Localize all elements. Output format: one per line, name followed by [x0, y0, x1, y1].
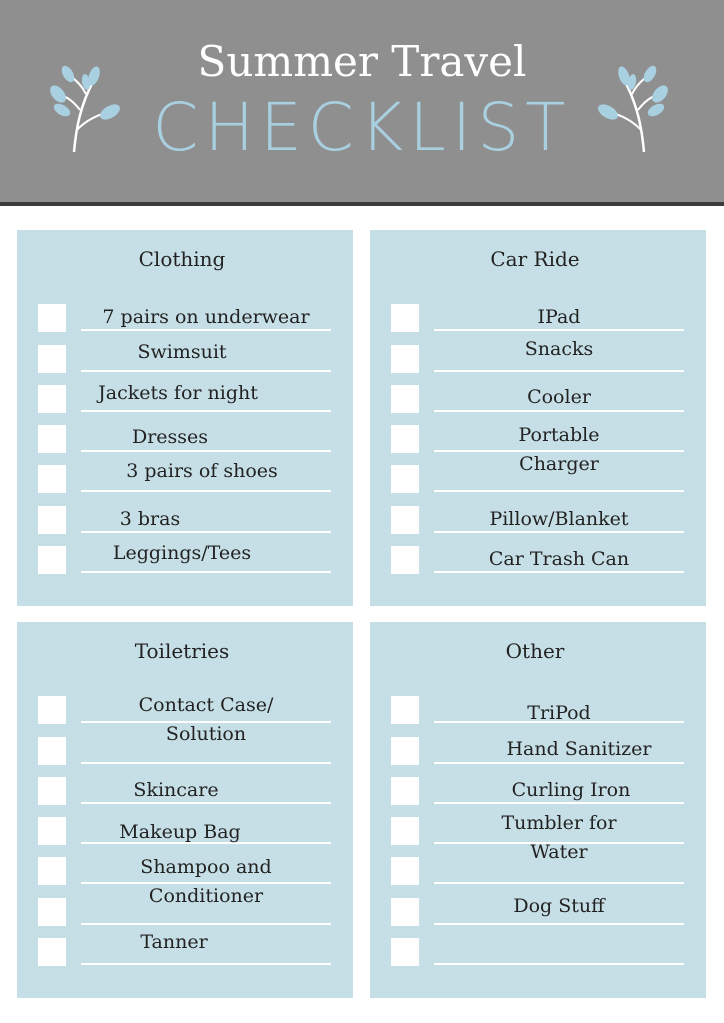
checklist-item-continued [370, 855, 706, 895]
item-checkbox[interactable] [38, 696, 66, 724]
item-label: Makeup Bag [119, 821, 241, 843]
item-checkbox[interactable] [391, 465, 419, 493]
item-label: IPad [537, 306, 581, 328]
checklist-item [17, 855, 353, 907]
item-label: Car Trash Can [488, 548, 630, 570]
item-label: Contact Case/ Solution [138, 694, 274, 745]
item-checkbox[interactable] [391, 696, 419, 724]
item-label: Tanner [140, 931, 208, 953]
checklist-item-continued [370, 463, 706, 503]
checklist-item [17, 931, 353, 976]
item-label: 7 pairs on underwear [102, 306, 310, 328]
item-checkbox[interactable] [38, 737, 66, 765]
item-line [81, 370, 331, 372]
checklist-item [370, 812, 706, 863]
item-label: Snacks [524, 338, 594, 360]
checklist-item [370, 896, 706, 936]
header-banner [0, 0, 724, 202]
item-line [434, 923, 684, 925]
item-label: Curling Iron [511, 779, 631, 801]
item-line [81, 963, 331, 965]
item-checkbox[interactable] [391, 506, 419, 534]
item-label: Jackets for night [98, 382, 258, 404]
item-label: Pillow/Blanket [489, 508, 629, 530]
checklist-item-continued [17, 735, 353, 775]
checklist-item [17, 694, 353, 745]
item-line [434, 490, 684, 492]
item-label: 3 pairs of shoes [126, 460, 278, 482]
item-line [81, 410, 331, 412]
item-checkbox[interactable] [391, 857, 419, 885]
item-label: Skincare [133, 779, 219, 801]
checklist-item [370, 423, 706, 475]
item-checkbox[interactable] [391, 345, 419, 373]
item-line [81, 571, 331, 573]
item-label: TriPod [527, 702, 591, 724]
panel-toiletries [17, 622, 353, 998]
panel-title: Toiletries [134, 639, 230, 663]
item-label: Hand Sanitizer [506, 738, 652, 760]
header-divider [0, 202, 724, 206]
checklist-item [17, 460, 353, 503]
checklist-item [370, 735, 706, 775]
item-checkbox[interactable] [38, 465, 66, 493]
checklist-item-empty [370, 936, 706, 976]
panel-title: Car Ride [490, 247, 580, 271]
item-label: Leggings/Tees [112, 542, 252, 564]
item-checkbox[interactable] [38, 304, 66, 332]
checklist-item [370, 544, 706, 584]
item-checkbox[interactable] [391, 898, 419, 926]
item-label: Dog Stuff [513, 895, 605, 917]
checklist-item [370, 338, 706, 383]
item-line [81, 490, 331, 492]
item-line [434, 882, 684, 884]
checklist-item [17, 544, 353, 584]
checklist-item [370, 694, 706, 734]
item-checkbox[interactable] [391, 425, 419, 453]
item-line [81, 923, 331, 925]
page-title: Summer Travel [197, 37, 527, 86]
item-checkbox[interactable] [391, 737, 419, 765]
item-checkbox[interactable] [391, 777, 419, 805]
item-label: Shampoo and Conditioner [140, 856, 272, 907]
item-checkbox[interactable] [391, 817, 419, 845]
panel-car-ride [370, 230, 706, 606]
checklist-item [17, 775, 353, 815]
item-checkbox[interactable] [391, 304, 419, 332]
checklist-item [17, 302, 353, 342]
page-subtitle: CHECKLIST [152, 89, 572, 166]
checklist-item [17, 815, 353, 855]
item-line [81, 762, 331, 764]
item-label: Dresses [131, 426, 209, 448]
item-checkbox[interactable] [38, 857, 66, 885]
item-label: Portable Charger [518, 424, 600, 475]
panel-clothing [17, 230, 353, 606]
item-line [434, 370, 684, 372]
checklist-item [17, 383, 353, 423]
item-label: Swimsuit [137, 341, 227, 363]
panel-other [370, 622, 706, 998]
item-checkbox[interactable] [391, 938, 419, 966]
item-checkbox[interactable] [38, 898, 66, 926]
item-label: Tumbler for Water [501, 812, 617, 863]
item-label: Cooler [527, 386, 591, 408]
checklist-item [370, 504, 706, 544]
item-label: 3 bras [119, 508, 181, 530]
panel-title: Clothing [138, 247, 226, 271]
item-checkbox[interactable] [391, 546, 419, 574]
leaf-sprig-icon [592, 60, 672, 160]
checklist-item [17, 343, 353, 383]
checklist-item [17, 504, 353, 544]
item-checkbox[interactable] [391, 385, 419, 413]
panel-title: Other [505, 639, 565, 663]
item-line [434, 963, 684, 965]
checklist-item [370, 383, 706, 423]
